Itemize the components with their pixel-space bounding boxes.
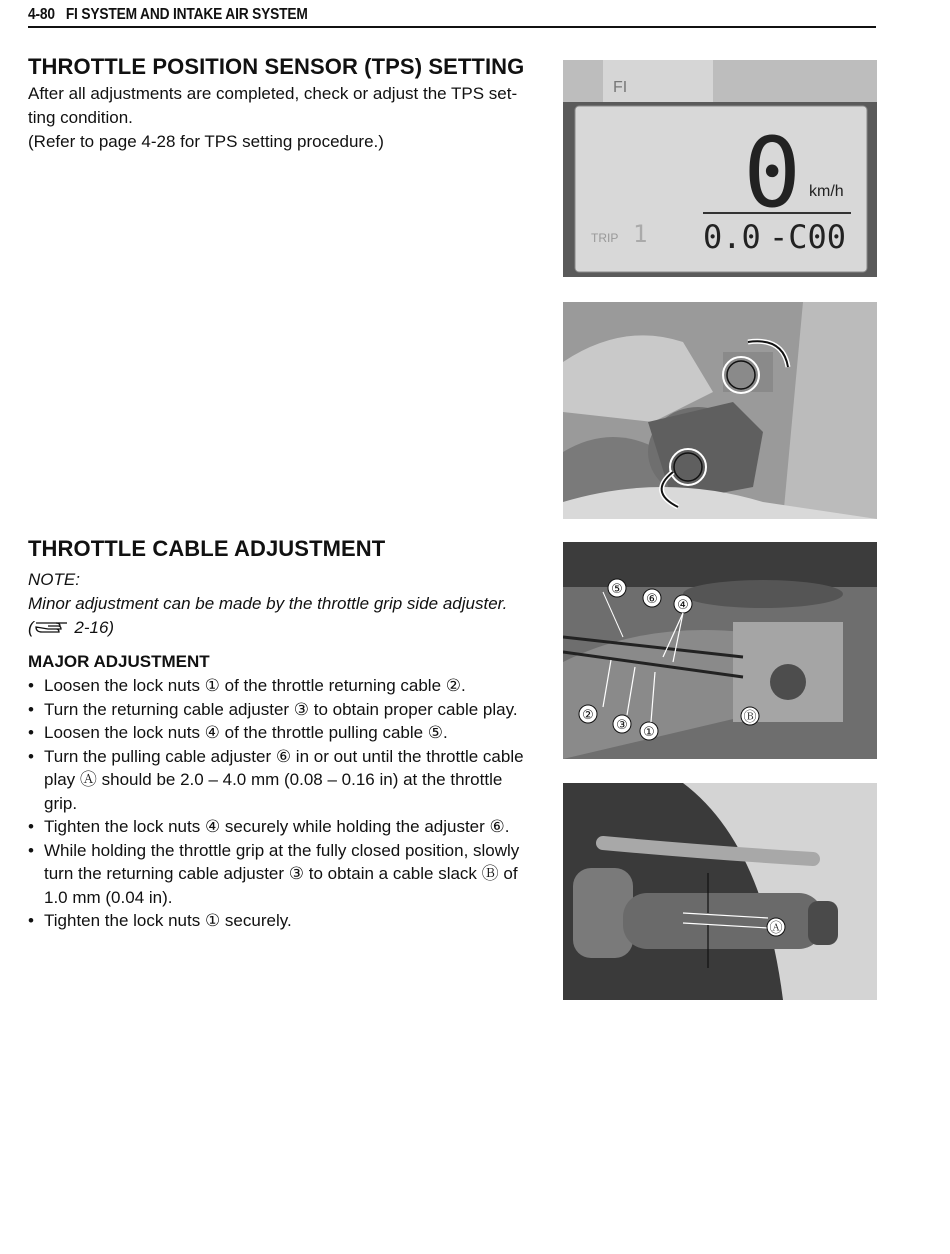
- lcd-display-photo: [563, 60, 877, 277]
- tps-text-line2: ting condition.: [28, 108, 133, 127]
- fi-indicator: FI: [613, 79, 628, 96]
- callout-4: ④: [677, 598, 689, 613]
- step-item: • Tighten the lock nuts ④ securely while holding the adjuster ⑥.: [28, 815, 538, 839]
- steps-list: [28, 674, 538, 933]
- note-text: Minor adjustment can be made by the throttle grip side adjuster.: [28, 594, 508, 613]
- speed-readout: 0: [743, 117, 801, 229]
- tps-heading: THROTTLE POSITION SENSOR (TPS) SETTING: [28, 54, 525, 79]
- major-adjustment-heading: MAJOR ADJUSTMENT: [28, 652, 210, 671]
- callout-3: ③: [616, 718, 628, 733]
- callout-b: Ⓑ: [743, 710, 757, 725]
- callout-2: ②: [582, 708, 594, 723]
- header-text: [28, 6, 308, 26]
- section-title: FI SYSTEM AND INTAKE AIR SYSTEM: [65, 6, 308, 23]
- step-item: • Turn the pulling cable adjuster ⑥ in or out until the throttle cable play Ⓐ should be 2.0 – 4.0 mm (0.08 – 0.16 in) at the throttle grip.: [28, 745, 538, 816]
- odometer-readout: 0.0: [703, 218, 761, 256]
- pointing-hand-icon: [34, 619, 70, 635]
- callout-a: Ⓐ: [769, 921, 783, 936]
- tps-text-line3: (Refer to page 4-28 for TPS setting procedure.): [28, 132, 384, 151]
- callout-5: ⑤: [611, 582, 623, 597]
- fi-code-readout: -C00: [769, 218, 847, 256]
- note-reference: [28, 616, 538, 640]
- tps-section: [28, 54, 538, 154]
- throttle-grip-illustration: [563, 783, 877, 1000]
- speed-unit: km/h: [809, 183, 844, 200]
- step-item: • Turn the returning cable adjuster ③ to obtain proper cable play.: [28, 698, 538, 722]
- tps-adjustment-illustration: [563, 302, 877, 519]
- cable-section: [28, 536, 538, 933]
- note-label: NOTE:: [28, 570, 80, 589]
- note-ref-open: (: [28, 618, 34, 637]
- step-item: • Tighten the lock nuts ① securely.: [28, 909, 538, 933]
- lcd-display-illustration: [563, 60, 877, 277]
- callout-1: ①: [643, 725, 655, 740]
- step-item: • Loosen the lock nuts ④ of the throttle pulling cable ⑤.: [28, 721, 538, 745]
- cable-heading: THROTTLE CABLE ADJUSTMENT: [28, 536, 386, 561]
- page-header: [28, 4, 876, 28]
- trip-label: TRIP: [591, 231, 619, 245]
- callout-6: ⑥: [646, 592, 658, 607]
- note-ref-page: 2-16): [74, 618, 115, 637]
- throttle-cable-photo: [563, 542, 877, 759]
- throttle-cable-illustration: [563, 542, 877, 759]
- step-item: • While holding the throttle grip at the fully closed position, slowly turn the returning cable adjuster ③ to obtain a cable slack Ⓑ of 1.0 mm (0.04 in).: [28, 839, 538, 910]
- step-item: • Loosen the lock nuts ① of the throttle returning cable ②.: [28, 674, 538, 698]
- tps-adjustment-photo: [563, 302, 877, 519]
- throttle-grip-photo: [563, 783, 877, 1000]
- trip-number: 1: [633, 220, 648, 248]
- tps-text-line1: After all adjustments are completed, check or adjust the TPS set-: [28, 84, 518, 103]
- page-number: 4-80: [28, 6, 55, 23]
